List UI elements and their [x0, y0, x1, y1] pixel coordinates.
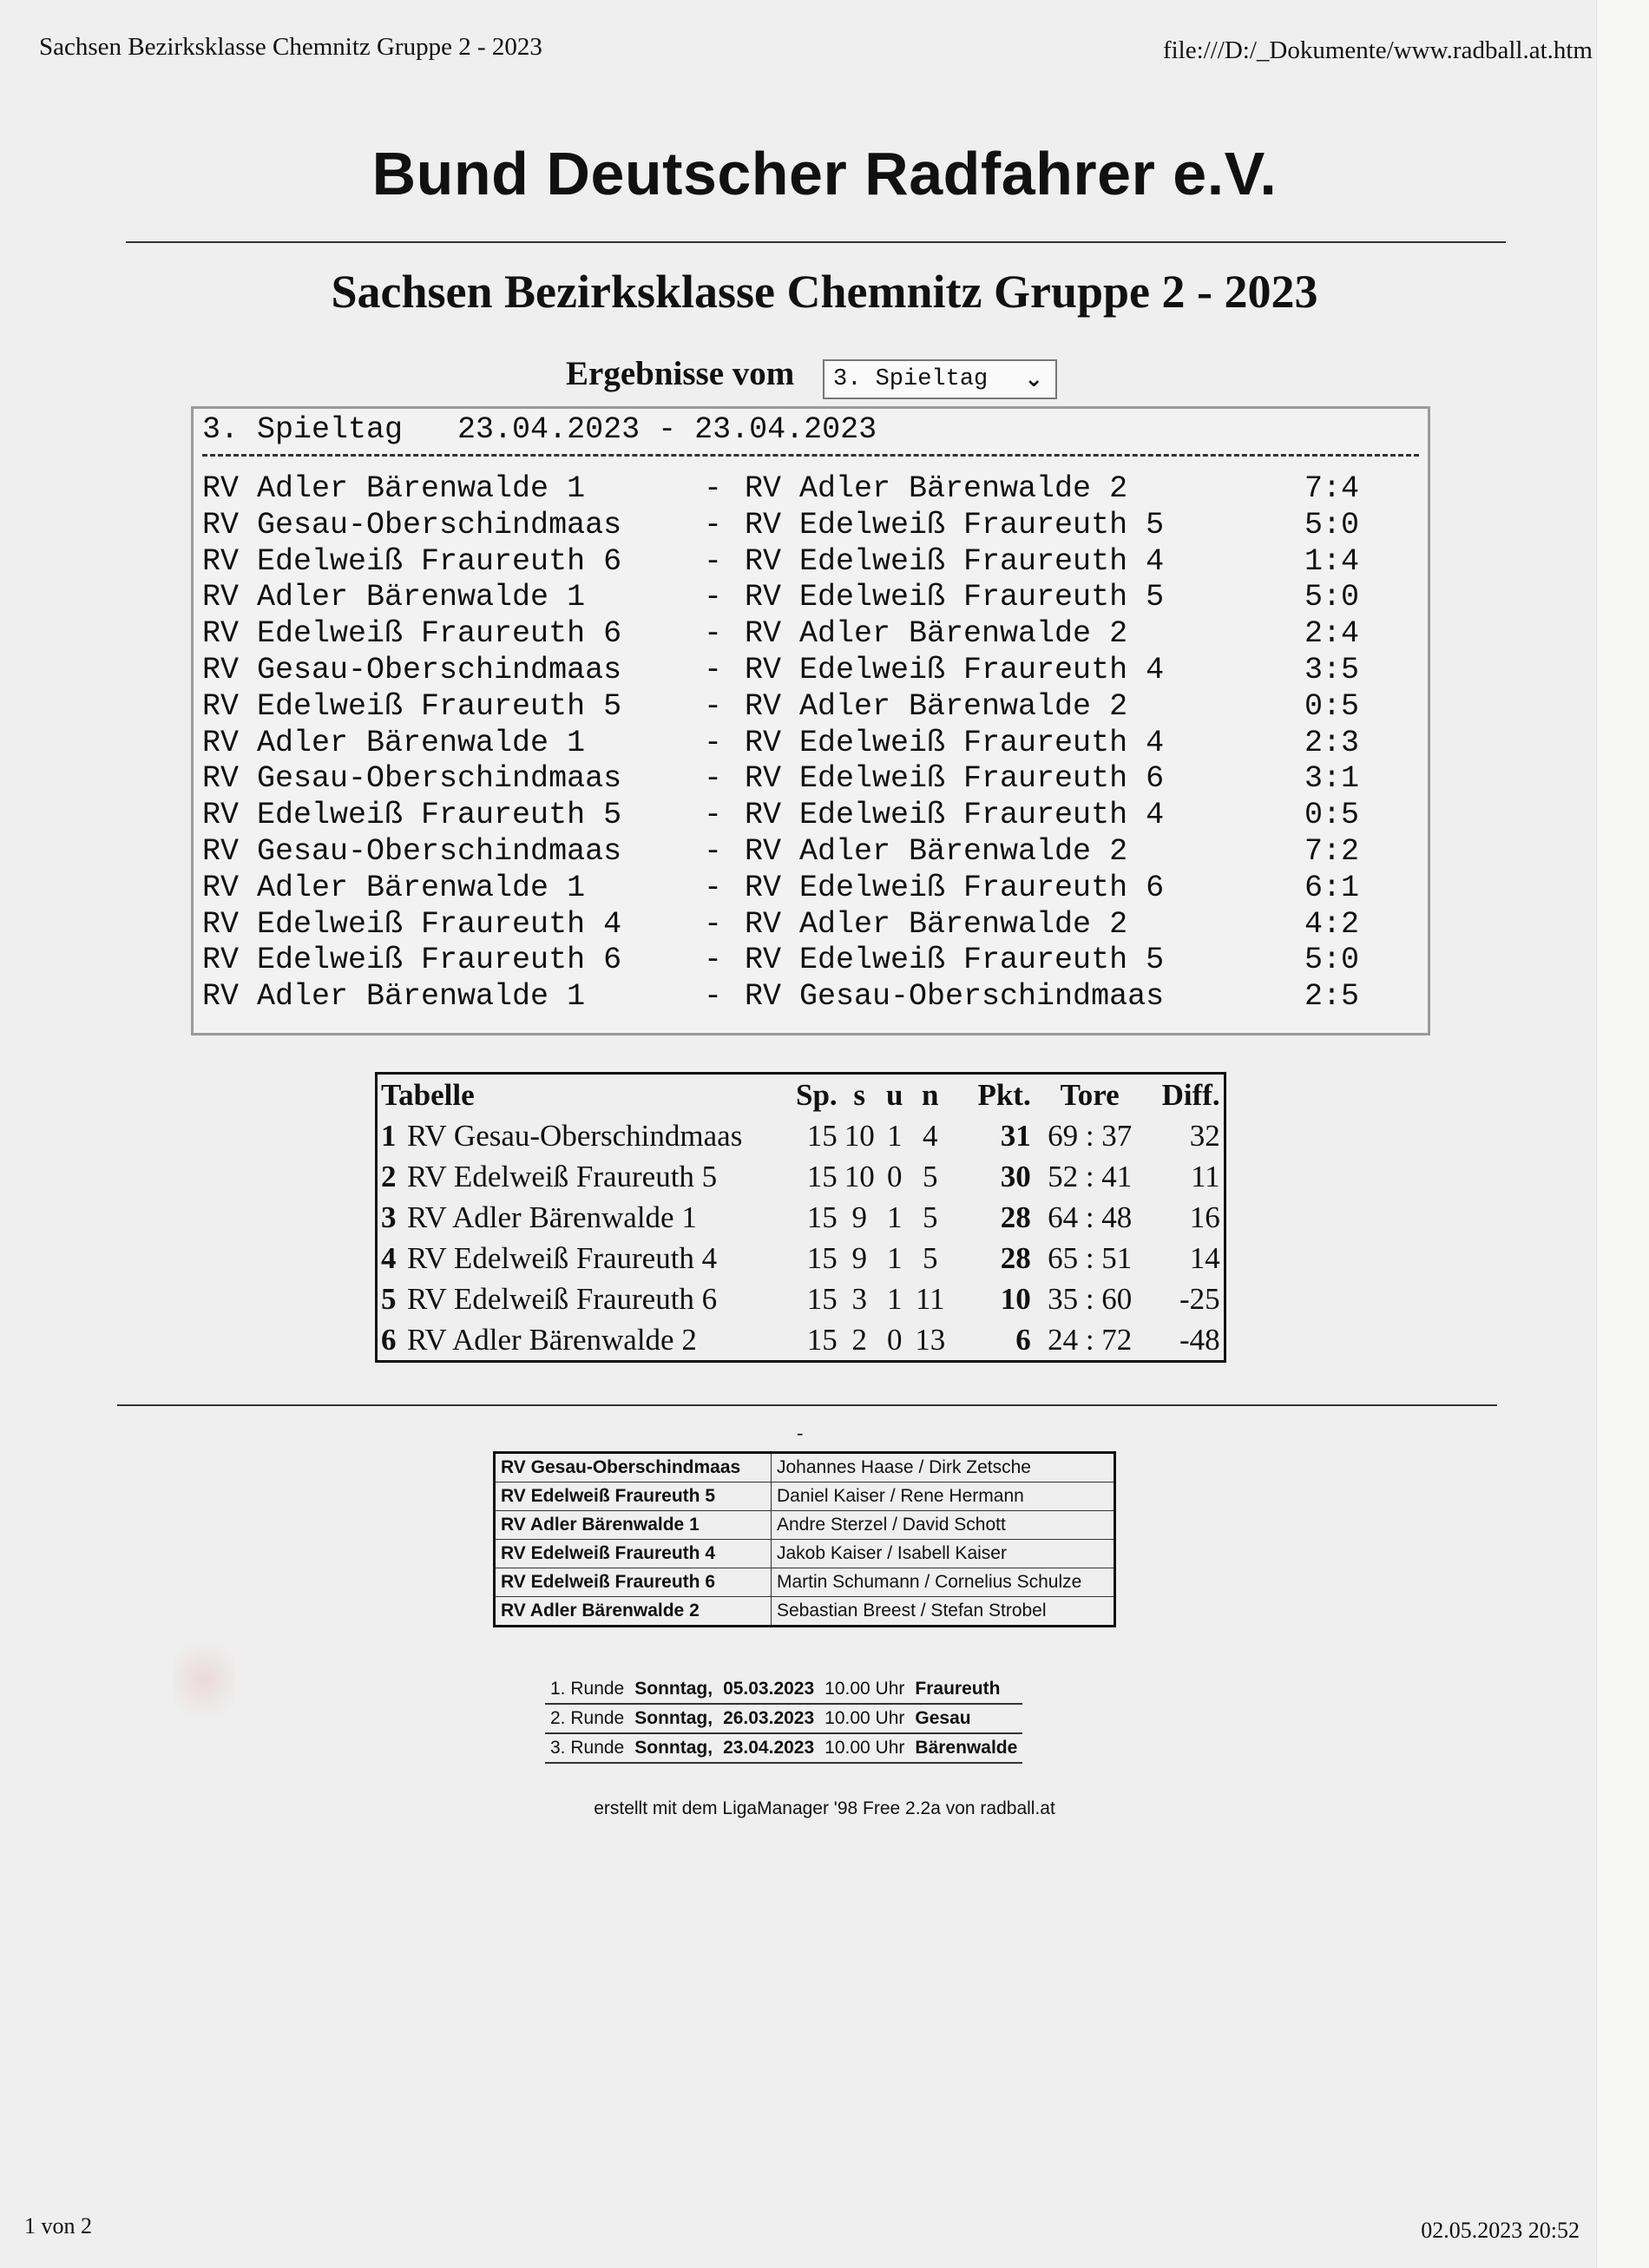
standings-points: 28: [1000, 1240, 1031, 1275]
players-row: [495, 1453, 1115, 1482]
standings-row: [377, 1238, 1225, 1279]
match-away: RV Edelweiß Fraureuth 4: [745, 543, 1165, 579]
round-day: Sonntag,: [629, 1704, 718, 1733]
standings-rank: 4: [381, 1240, 397, 1275]
match-score: 5:0: [1304, 507, 1360, 542]
round-place: Fraureuth: [910, 1675, 1022, 1704]
standings-row: [377, 1197, 1225, 1238]
match-separator: -: [704, 979, 723, 1015]
standings-row: [377, 1279, 1225, 1319]
standings-goals: 69 : 37: [1048, 1118, 1133, 1153]
match-row: [202, 616, 1417, 653]
print-header-title: Sachsen Bezirksklasse Chemnitz Gruppe 2 - 2023: [39, 33, 542, 61]
col-sp: Sp.: [796, 1077, 838, 1112]
standings-goal-diff: 32: [1189, 1118, 1220, 1153]
results-box: [191, 406, 1430, 1035]
match-home: RV Edelweiß Fraureuth 5: [202, 688, 622, 724]
match-separator: -: [704, 543, 723, 579]
standings-games: 15: [806, 1322, 838, 1357]
standings-goals: 35 : 60: [1048, 1281, 1133, 1316]
standings-rank: 5: [381, 1281, 397, 1316]
players-team: RV Edelweiß Fraureuth 6: [495, 1568, 772, 1597]
standings-wins: 9: [851, 1200, 867, 1234]
standings-goal-diff: 16: [1189, 1200, 1220, 1234]
match-separator: -: [704, 471, 723, 506]
standings-losses: 5: [922, 1159, 938, 1193]
standings-row: [377, 1319, 1225, 1362]
match-row: [202, 979, 1417, 1016]
match-home: RV Adler Bärenwalde 1: [202, 979, 586, 1015]
standings-draws: 1: [886, 1118, 903, 1153]
standings-rank: 3: [381, 1200, 397, 1234]
round-time: 10.00 Uhr: [819, 1704, 910, 1733]
round-name: 1. Runde: [545, 1675, 629, 1704]
standings-wins: 10: [844, 1118, 875, 1153]
round-date: 05.03.2023: [718, 1675, 819, 1704]
chevron-down-icon: ⌄: [1024, 366, 1043, 392]
col-pkt: Pkt.: [977, 1077, 1031, 1112]
players-row: [495, 1511, 1115, 1540]
standings-points: 30: [1000, 1159, 1031, 1193]
standings-wins: 2: [851, 1322, 867, 1357]
standings-goals: 65 : 51: [1048, 1240, 1133, 1275]
match-away: RV Edelweiß Fraureuth 5: [745, 580, 1165, 615]
standings-draws: 1: [886, 1240, 903, 1275]
standings-wins: 9: [851, 1240, 867, 1275]
standings-goals: 64 : 48: [1048, 1200, 1133, 1234]
match-row: [202, 871, 1417, 907]
match-score: 1:4: [1304, 543, 1360, 579]
players-row: [495, 1597, 1115, 1627]
match-row: [202, 653, 1417, 689]
players-names: Daniel Kaiser / Rene Hermann: [772, 1482, 1115, 1511]
standings-losses: 4: [922, 1118, 938, 1153]
standings-losses: 5: [922, 1200, 938, 1234]
players-team: RV Adler Bärenwalde 1: [495, 1511, 772, 1540]
matchday-select-value: 3. Spieltag: [833, 366, 989, 392]
page-edge: [1596, 0, 1649, 2268]
standings-team-name: RV Edelweiß Fraureuth 5: [407, 1159, 718, 1193]
match-row: [202, 580, 1417, 616]
standings-goal-diff: 11: [1190, 1159, 1220, 1193]
standings-team-name: RV Gesau-Oberschindmaas: [407, 1118, 743, 1153]
players-team: RV Adler Bärenwalde 2: [495, 1597, 772, 1627]
match-away: RV Edelweiß Fraureuth 5: [745, 943, 1165, 978]
standings-draws: 0: [886, 1322, 903, 1357]
standings-losses: 11: [915, 1281, 945, 1316]
col-tore: Tore: [1060, 1077, 1120, 1112]
match-score: 7:2: [1304, 834, 1360, 869]
standings-games: 15: [806, 1281, 838, 1316]
match-row: [202, 508, 1417, 544]
players-team: RV Edelweiß Fraureuth 4: [495, 1540, 772, 1568]
standings-rank: 6: [381, 1322, 397, 1357]
match-separator: -: [704, 906, 723, 942]
standings-goals: 52 : 41: [1048, 1159, 1133, 1193]
players-names: Martin Schumann / Cornelius Schulze: [772, 1568, 1115, 1597]
match-home: RV Edelweiß Fraureuth 4: [202, 906, 622, 942]
match-row: [202, 726, 1417, 762]
match-score: 5:0: [1304, 943, 1360, 978]
match-home: RV Edelweiß Fraureuth 6: [202, 616, 622, 652]
title-divider: [126, 241, 1506, 243]
round-row: [545, 1675, 1022, 1704]
standings-rank: 2: [381, 1159, 397, 1193]
match-away: RV Edelweiß Fraureuth 6: [745, 761, 1165, 797]
match-score: 3:5: [1304, 653, 1360, 687]
standings-goal-diff: -25: [1179, 1281, 1220, 1316]
match-home: RV Edelweiß Fraureuth 6: [202, 943, 622, 978]
match-separator: -: [704, 725, 723, 760]
match-row: [202, 761, 1417, 798]
col-u: u: [885, 1077, 903, 1112]
match-home: RV Gesau-Oberschindmaas: [202, 507, 622, 542]
match-score: 5:0: [1304, 580, 1360, 615]
players-table: [493, 1451, 1116, 1627]
standings-wins: 3: [851, 1281, 867, 1316]
players-row: [495, 1568, 1115, 1597]
separator-dash: -: [797, 1422, 804, 1443]
standings-row: [377, 1115, 1225, 1156]
standings-team-name: RV Adler Bärenwalde 1: [407, 1200, 697, 1234]
standings-games: 15: [806, 1118, 838, 1153]
standings-goals: 24 : 72: [1048, 1322, 1133, 1357]
match-separator: -: [704, 688, 723, 724]
players-row: [495, 1482, 1115, 1511]
match-away: RV Adler Bärenwalde 2: [745, 616, 1128, 652]
match-separator: -: [704, 870, 723, 905]
match-away: RV Adler Bärenwalde 2: [745, 471, 1128, 506]
results-divider: [202, 454, 1419, 457]
round-place: Bärenwalde: [910, 1733, 1022, 1763]
standings-team-name: RV Edelweiß Fraureuth 4: [407, 1240, 718, 1275]
match-away: RV Edelweiß Fraureuth 6: [745, 870, 1165, 905]
round-row: [545, 1733, 1022, 1763]
standings-games: 15: [806, 1200, 838, 1234]
standings-points: 31: [1000, 1118, 1031, 1153]
standings-games: 15: [806, 1240, 838, 1275]
match-away: RV Adler Bärenwalde 2: [745, 906, 1128, 942]
page-title: Bund Deutscher Radfahrer e.V.: [371, 140, 1278, 207]
players-names: Sebastian Breest / Stefan Strobel: [772, 1597, 1115, 1627]
standings-row: [377, 1156, 1225, 1197]
col-s: s: [853, 1077, 865, 1112]
standings-points: 10: [1000, 1281, 1031, 1316]
standings-team-name: RV Adler Bärenwalde 2: [407, 1322, 697, 1357]
match-home: RV Adler Bärenwalde 1: [202, 870, 586, 905]
match-separator: -: [704, 834, 723, 869]
match-row: [202, 471, 1417, 508]
match-away: RV Gesau-Oberschindmaas: [745, 979, 1165, 1015]
round-day: Sonntag,: [629, 1733, 718, 1763]
match-home: RV Adler Bärenwalde 1: [202, 471, 586, 506]
round-time: 10.00 Uhr: [819, 1675, 910, 1704]
match-separator: -: [704, 943, 723, 978]
round-row: [545, 1704, 1022, 1733]
standings-draws: 1: [886, 1200, 903, 1234]
round-time: 10.00 Uhr: [819, 1733, 910, 1763]
scan-blot: [174, 1632, 234, 1727]
round-name: 2. Runde: [545, 1704, 629, 1733]
match-row: [202, 943, 1417, 979]
match-separator: -: [704, 507, 723, 542]
standings-rank: 1: [381, 1118, 397, 1153]
standings-header: [377, 1074, 1225, 1116]
rounds-table: [545, 1675, 1022, 1764]
match-home: RV Edelweiß Fraureuth 5: [202, 798, 622, 833]
section-divider: [117, 1404, 1497, 1406]
match-row: [202, 689, 1417, 726]
match-score: 0:5: [1304, 798, 1360, 833]
matchday-heading: 3. Spieltag 23.04.2023 - 23.04.2023: [202, 412, 877, 447]
players-names: Johannes Haase / Dirk Zetsche: [772, 1453, 1115, 1482]
round-name: 3. Runde: [545, 1733, 629, 1763]
standings-losses: 5: [922, 1240, 938, 1275]
match-row: [202, 544, 1417, 581]
match-away: RV Adler Bärenwalde 2: [745, 688, 1128, 724]
match-away: RV Edelweiß Fraureuth 5: [745, 507, 1165, 542]
match-separator: -: [704, 761, 723, 797]
standings-draws: 0: [886, 1159, 903, 1193]
players-team: RV Gesau-Oberschindmaas: [495, 1453, 772, 1482]
match-home: RV Adler Bärenwalde 1: [202, 725, 586, 760]
print-footer-page: 1 von 2: [24, 2213, 92, 2238]
match-row: [202, 907, 1417, 943]
standings-table: [375, 1072, 1226, 1363]
standings-points: 6: [1015, 1322, 1031, 1357]
match-away: RV Edelweiß Fraureuth 4: [745, 725, 1165, 760]
match-home: RV Gesau-Oberschindmaas: [202, 653, 622, 687]
players-names: Jakob Kaiser / Isabell Kaiser: [772, 1540, 1115, 1568]
match-score: 3:1: [1304, 761, 1360, 797]
players-team: RV Edelweiß Fraureuth 5: [495, 1482, 772, 1511]
round-place: Gesau: [910, 1704, 1022, 1733]
standings-points: 28: [1000, 1200, 1031, 1234]
col-n: n: [921, 1077, 939, 1112]
standings-team-name: RV Edelweiß Fraureuth 6: [407, 1281, 718, 1316]
round-day: Sonntag,: [629, 1675, 718, 1704]
standings-games: 15: [806, 1159, 838, 1193]
match-separator: -: [704, 798, 723, 833]
match-home: RV Adler Bärenwalde 1: [202, 580, 586, 615]
match-separator: -: [704, 616, 723, 652]
round-date: 23.04.2023: [718, 1733, 819, 1763]
match-score: 0:5: [1304, 688, 1360, 724]
matchday-select[interactable]: [823, 359, 1057, 399]
match-row: [202, 834, 1417, 871]
match-score: 6:1: [1304, 870, 1360, 905]
match-away: RV Edelweiß Fraureuth 4: [745, 653, 1165, 687]
players-names: Andre Sterzel / David Schott: [772, 1511, 1115, 1540]
credit-line: erstellt mit dem LigaManager '98 Free 2.2a von radball.at: [594, 1798, 1055, 1818]
standings-losses: 13: [915, 1322, 946, 1357]
standings-draws: 1: [886, 1281, 903, 1316]
players-row: [495, 1540, 1115, 1568]
match-away: RV Adler Bärenwalde 2: [745, 834, 1128, 869]
match-score: 7:4: [1304, 471, 1360, 506]
results-label: Ergebnisse vom: [566, 355, 795, 392]
match-separator: -: [704, 653, 723, 687]
match-score: 2:3: [1304, 725, 1360, 760]
match-separator: -: [704, 580, 723, 615]
match-score: 2:4: [1304, 616, 1360, 652]
match-score: 4:2: [1304, 906, 1360, 942]
league-title: Sachsen Bezirksklasse Chemnitz Gruppe 2 - 2023: [331, 266, 1318, 318]
col-diff: Diff.: [1161, 1077, 1220, 1112]
match-away: RV Edelweiß Fraureuth 4: [745, 798, 1165, 833]
print-footer-date: 02.05.2023 20:52: [1421, 2218, 1580, 2243]
match-score: 2:5: [1304, 979, 1360, 1015]
standings-title: Tabelle: [381, 1077, 475, 1112]
standings-goal-diff: 14: [1189, 1240, 1220, 1275]
match-row: [202, 798, 1417, 834]
standings-wins: 10: [844, 1159, 875, 1193]
match-home: RV Gesau-Oberschindmaas: [202, 761, 622, 797]
round-date: 26.03.2023: [718, 1704, 819, 1733]
match-home: RV Gesau-Oberschindmaas: [202, 834, 622, 869]
print-header-url: file:///D:/_Dokumente/www.radball.at.htm: [1162, 36, 1593, 64]
match-home: RV Edelweiß Fraureuth 6: [202, 543, 622, 579]
standings-goal-diff: -48: [1179, 1322, 1220, 1357]
